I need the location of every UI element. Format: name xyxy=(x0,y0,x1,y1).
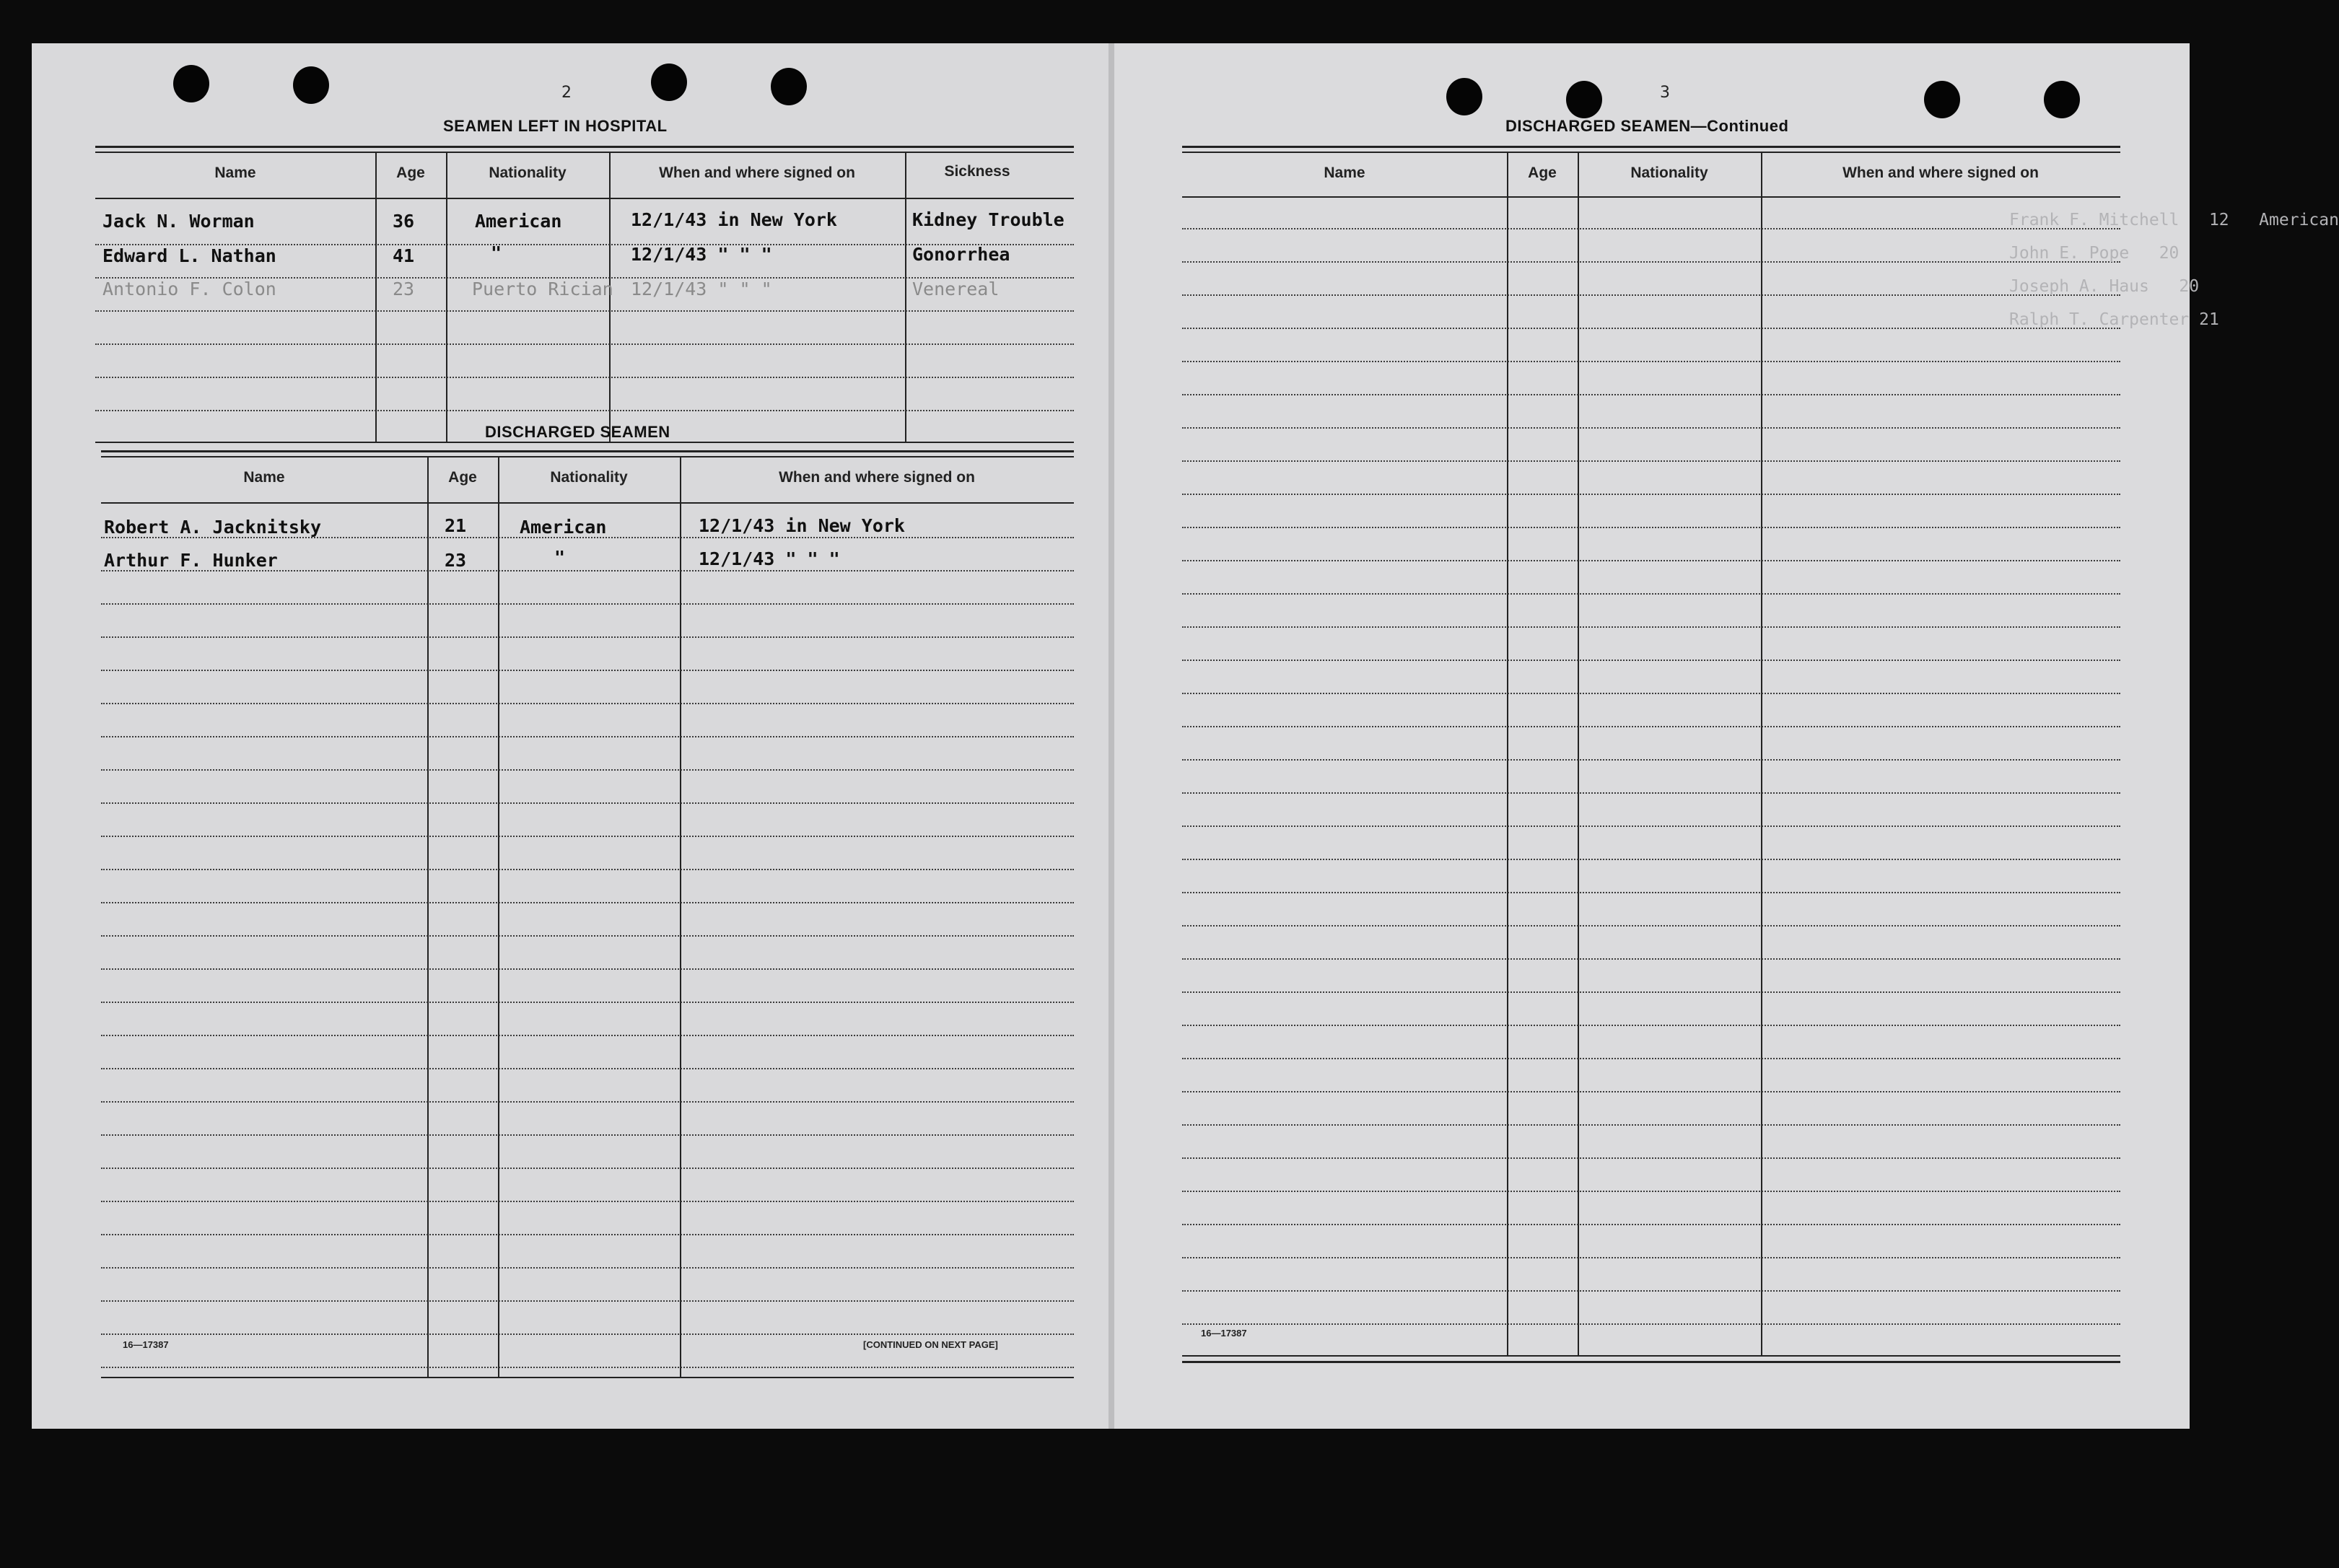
hospital-row-name: Antonio F. Colon xyxy=(102,279,276,299)
hospital-row-nationality: " xyxy=(491,242,502,263)
row-rule xyxy=(1182,1224,2120,1225)
row-rule xyxy=(1182,958,2120,960)
row-rule xyxy=(101,836,1074,837)
row-rule xyxy=(101,802,1074,804)
row-rule xyxy=(1182,925,2120,927)
punch-hole xyxy=(1924,81,1960,118)
column-header-signed-on: When and where signed on xyxy=(659,165,855,181)
punch-hole xyxy=(1566,81,1602,118)
bleed-through-text: Frank F. Mitchell 12 American xyxy=(2009,211,2339,229)
row-rule xyxy=(1182,228,2120,229)
discharged-heading: DISCHARGED SEAMEN xyxy=(485,423,670,441)
row-rule xyxy=(101,968,1074,970)
punch-hole xyxy=(1446,78,1482,115)
punch-hole xyxy=(651,63,687,101)
row-rule xyxy=(1182,1290,2120,1292)
column-divider xyxy=(1578,152,1579,1357)
row-rule xyxy=(101,670,1074,671)
row-rule xyxy=(101,935,1074,937)
header-rule xyxy=(101,502,1074,504)
right-page xyxy=(1114,43,2339,1429)
column-header-age: Age xyxy=(448,469,477,486)
row-rule xyxy=(1182,991,2120,993)
row-rule xyxy=(1182,726,2120,727)
row-rule xyxy=(101,869,1074,870)
hospital-row-age: 36 xyxy=(393,211,415,232)
row-rule xyxy=(101,1267,1074,1269)
row-rule xyxy=(101,902,1074,903)
hospital-row-nationality: Puerto Rician xyxy=(472,279,613,299)
row-rule xyxy=(1182,1323,2120,1325)
table-bottom-rule xyxy=(101,1377,1074,1378)
column-header-age: Age xyxy=(396,165,425,181)
hospital-row-age: 23 xyxy=(393,279,415,299)
bleed-through-text: Joseph A. Haus 20 xyxy=(2009,277,2200,296)
table-bottom-rule xyxy=(95,442,1074,443)
row-rule xyxy=(101,1333,1074,1335)
row-rule xyxy=(95,343,1074,345)
hospital-row-sickness: Venereal xyxy=(912,279,1000,299)
column-divider xyxy=(375,152,377,443)
discharged-row-nationality: American xyxy=(520,517,607,538)
hospital-row-signed: 12/1/43 " " " xyxy=(631,244,772,265)
row-rule xyxy=(95,377,1074,378)
row-rule xyxy=(1182,593,2120,595)
row-rule xyxy=(1182,792,2120,794)
discharged-row-signed: 12/1/43 " " " xyxy=(699,548,840,569)
header-rule xyxy=(1182,196,2120,198)
punch-hole xyxy=(293,66,329,104)
hospital-row-signed: 12/1/43 " " " xyxy=(631,279,772,299)
row-rule xyxy=(1182,1124,2120,1126)
hospital-row-name: Jack N. Worman xyxy=(102,211,255,232)
hospital-row-name: Edward L. Nathan xyxy=(102,245,276,266)
row-rule xyxy=(101,1168,1074,1169)
discharged-row-name: Robert A. Jacknitsky xyxy=(104,517,322,538)
hospital-row-sickness: Gonorrhea xyxy=(912,244,1010,265)
table-rule xyxy=(101,450,1074,452)
row-rule xyxy=(101,703,1074,704)
row-rule xyxy=(1182,859,2120,860)
discharged-row-age: 21 xyxy=(445,515,467,536)
column-divider xyxy=(498,456,499,1378)
header-rule xyxy=(95,198,1074,199)
column-header-name: Name xyxy=(243,469,285,486)
discharged-row-name: Arthur F. Hunker xyxy=(104,550,278,571)
column-header-name: Name xyxy=(214,165,256,181)
form-number: 16—17387 xyxy=(1201,1328,1247,1339)
row-rule xyxy=(1182,394,2120,395)
row-rule xyxy=(1182,527,2120,528)
page-number: 3 xyxy=(1660,84,1670,102)
row-rule xyxy=(101,769,1074,771)
punch-hole xyxy=(2044,81,2080,118)
column-divider xyxy=(1507,152,1508,1357)
row-rule xyxy=(1182,1191,2120,1192)
continued-heading: DISCHARGED SEAMEN—Continued xyxy=(1505,117,1789,135)
table-rule xyxy=(1182,146,2120,148)
table-rule xyxy=(95,152,1074,153)
row-rule xyxy=(1182,261,2120,263)
row-rule xyxy=(1182,759,2120,761)
row-rule xyxy=(1182,1157,2120,1159)
row-rule xyxy=(1182,328,2120,329)
hospital-row-age: 41 xyxy=(393,245,415,266)
row-rule xyxy=(1182,1025,2120,1026)
continued-note: [CONTINUED ON NEXT PAGE] xyxy=(863,1339,998,1350)
column-header-sickness: Sickness xyxy=(944,163,1010,180)
row-rule xyxy=(101,1035,1074,1036)
column-divider xyxy=(680,456,681,1378)
table-bottom-rule xyxy=(1182,1355,2120,1357)
column-header-signed-on: When and where signed on xyxy=(779,469,975,486)
column-header-signed-on: When and where signed on xyxy=(1842,165,2039,181)
hospital-row-sickness: Kidney Trouble xyxy=(912,209,1064,230)
row-rule xyxy=(101,603,1074,605)
row-rule xyxy=(1182,1257,2120,1258)
row-rule xyxy=(95,410,1074,411)
column-header-nationality: Nationality xyxy=(1630,165,1708,181)
row-rule xyxy=(1182,361,2120,362)
hospital-heading: SEAMEN LEFT IN HOSPITAL xyxy=(443,117,668,135)
column-header-nationality: Nationality xyxy=(489,165,567,181)
table-rule xyxy=(95,146,1074,148)
left-page xyxy=(32,43,1109,1429)
column-header-nationality: Nationality xyxy=(550,469,628,486)
table-rule xyxy=(101,456,1074,457)
discharged-row-nationality: " xyxy=(554,547,566,568)
row-rule xyxy=(1182,460,2120,462)
row-rule xyxy=(1182,892,2120,893)
row-rule xyxy=(1182,1091,2120,1092)
discharged-row-age: 23 xyxy=(445,550,467,571)
bleed-through-text: John E. Pope 20 xyxy=(2009,244,2180,263)
column-header-name: Name xyxy=(1324,165,1365,181)
row-rule xyxy=(1182,560,2120,561)
row-rule xyxy=(101,1002,1074,1003)
punch-hole xyxy=(173,65,209,102)
row-rule xyxy=(101,1068,1074,1069)
row-rule xyxy=(1182,825,2120,827)
column-divider xyxy=(427,456,429,1378)
row-rule xyxy=(1182,693,2120,694)
discharged-row-signed: 12/1/43 in New York xyxy=(699,515,905,536)
row-rule xyxy=(101,1300,1074,1302)
column-divider xyxy=(905,152,906,443)
row-rule xyxy=(1182,494,2120,495)
punch-hole xyxy=(771,68,807,105)
table-rule xyxy=(1182,152,2120,153)
row-rule xyxy=(1182,1058,2120,1059)
row-rule xyxy=(101,1367,1074,1368)
row-rule xyxy=(101,1234,1074,1235)
column-divider xyxy=(446,152,447,443)
row-rule xyxy=(95,310,1074,312)
row-rule xyxy=(1182,294,2120,296)
row-rule xyxy=(1182,427,2120,429)
page-number: 2 xyxy=(561,84,572,102)
column-divider xyxy=(1761,152,1762,1357)
row-rule xyxy=(101,736,1074,737)
form-number: 16—17387 xyxy=(123,1339,169,1350)
column-header-age: Age xyxy=(1528,165,1557,181)
row-rule xyxy=(1182,626,2120,628)
row-rule xyxy=(101,1101,1074,1103)
row-rule xyxy=(1182,660,2120,661)
row-rule xyxy=(101,636,1074,638)
hospital-row-nationality: American xyxy=(475,211,562,232)
page-gutter xyxy=(1109,43,1114,1429)
row-rule xyxy=(101,1201,1074,1202)
row-rule xyxy=(101,1134,1074,1136)
table-bottom-rule xyxy=(1182,1361,2120,1363)
bleed-through-text: Ralph T. Carpenter 21 xyxy=(2009,310,2219,329)
hospital-row-signed: 12/1/43 in New York xyxy=(631,209,837,230)
